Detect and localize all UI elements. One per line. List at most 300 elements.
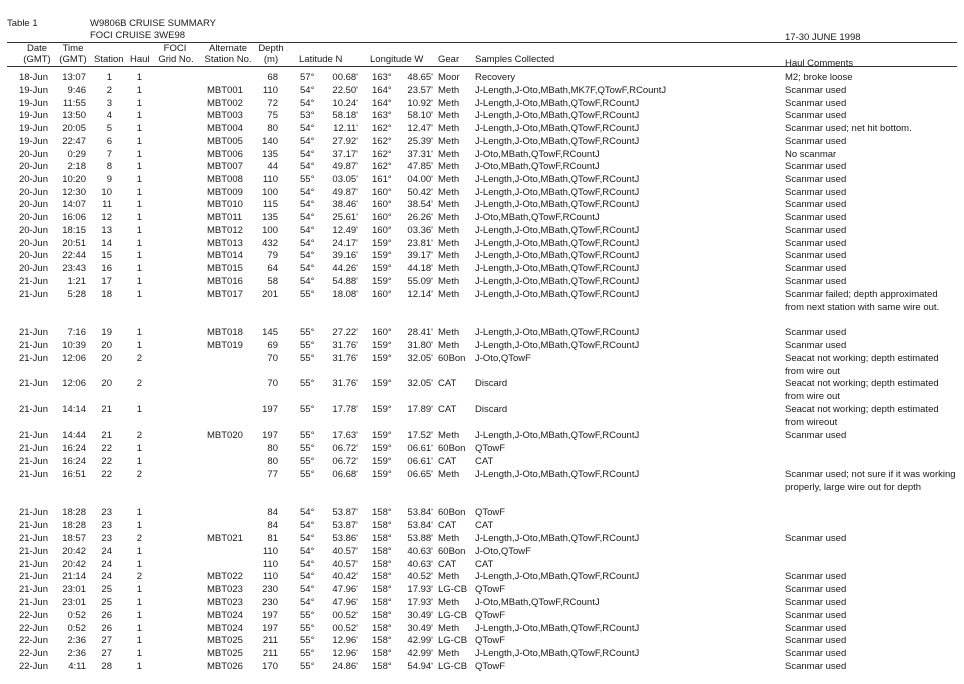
cell-depth: 44 xyxy=(267,161,278,172)
cell-depth: 211 xyxy=(262,648,278,659)
cell-samples: J-Length,J-Oto,MBath,QTowF,RCountJ xyxy=(475,289,640,300)
cell-lat-deg: 54° xyxy=(300,520,315,531)
cell-lon-min: 40.63' xyxy=(407,559,433,570)
cell-depth: 230 xyxy=(262,597,278,608)
table-row xyxy=(0,378,964,402)
cell-depth: 197 xyxy=(262,404,278,415)
cell-date: 20-Jun xyxy=(18,199,48,210)
cell-lat-deg: 57° xyxy=(300,72,315,83)
cell-lon-deg: 158° xyxy=(372,533,392,544)
cell-lat-deg: 54° xyxy=(300,597,315,608)
cell-haul: 1 xyxy=(136,199,142,210)
cell-date: 20-Jun xyxy=(18,161,48,172)
cell-depth: 140 xyxy=(262,136,278,147)
cell-comment: Scanmar used xyxy=(785,136,847,147)
cell-lon-min: 17.93' xyxy=(407,597,433,608)
cell-alt: MBT023 xyxy=(207,597,243,608)
table-row xyxy=(0,149,964,161)
cell-depth: 80 xyxy=(267,443,278,454)
cell-depth: 115 xyxy=(262,199,278,210)
cell-haul: 2 xyxy=(136,533,142,544)
cell-alt: MBT012 xyxy=(207,225,243,236)
cell-date: 20-Jun xyxy=(18,174,48,185)
cell-station: 2 xyxy=(106,85,112,96)
cell-lon-min: 06.61' xyxy=(407,443,433,454)
cell-lat-deg: 54° xyxy=(300,187,315,198)
cell-haul: 1 xyxy=(136,72,142,83)
cell-alt: MBT010 xyxy=(207,199,243,210)
cell-depth: 84 xyxy=(267,507,278,518)
table-row xyxy=(0,199,964,211)
cell-station: 20 xyxy=(101,353,112,364)
cell-time: 18:15 xyxy=(62,225,86,236)
cell-comment: Scanmar used xyxy=(785,85,847,96)
cell-gear: Meth xyxy=(438,161,460,172)
cell-lon-deg: 158° xyxy=(372,520,392,531)
cell-lon-min: 38.54' xyxy=(407,199,433,210)
cell-date: 21-Jun xyxy=(18,597,48,608)
cell-date: 21-Jun xyxy=(18,404,48,415)
table-row xyxy=(0,98,964,110)
table-row xyxy=(0,546,964,558)
cell-samples: QTowF xyxy=(475,584,506,595)
cell-date: 21-Jun xyxy=(18,571,48,582)
cell-date: 21-Jun xyxy=(18,533,48,544)
col-depth-unit: (m) xyxy=(263,54,279,65)
col-longitude: Longitude W xyxy=(370,54,424,65)
cell-comment: Scanmar used xyxy=(785,648,847,659)
cell-gear: CAT xyxy=(438,404,457,415)
cell-lat-min: 40.57' xyxy=(332,546,358,557)
cell-lat-min: 49.87' xyxy=(332,161,358,172)
cell-time: 2:36 xyxy=(67,648,86,659)
cell-time: 20:51 xyxy=(62,238,86,249)
cell-samples: QTowF xyxy=(475,610,506,621)
cell-station: 22 xyxy=(101,443,112,454)
cell-haul: 1 xyxy=(136,110,142,121)
cell-lat-min: 31.76' xyxy=(332,378,358,389)
cell-samples: J-Length,J-Oto,MBath,QTowF,RCountJ xyxy=(475,276,640,287)
cell-date: 21-Jun xyxy=(18,327,48,338)
cell-station: 3 xyxy=(106,98,112,109)
cell-time: 20:42 xyxy=(62,546,86,557)
cell-lon-min: 32.05' xyxy=(407,353,433,364)
col-foci-grid: Grid No. xyxy=(158,54,194,65)
cell-samples: J-Length,J-Oto,MBath,QTowF,RCountJ xyxy=(475,136,640,147)
cell-gear: Meth xyxy=(438,199,460,210)
table-row xyxy=(0,187,964,199)
cell-depth: 80 xyxy=(267,456,278,467)
cell-station: 11 xyxy=(102,199,112,210)
cell-lon-deg: 162° xyxy=(372,161,392,172)
cell-lon-min: 23.81' xyxy=(407,238,433,249)
cell-lon-deg: 164° xyxy=(372,98,392,109)
cell-lon-min: 26.26' xyxy=(407,212,433,223)
cell-date: 19-Jun xyxy=(18,98,48,109)
cell-depth: 100 xyxy=(262,225,278,236)
cell-alt: MBT003 xyxy=(207,110,243,121)
cell-station: 25 xyxy=(101,597,112,608)
cell-lon-deg: 158° xyxy=(372,546,392,557)
cell-time: 14:07 xyxy=(62,199,86,210)
cell-gear: Meth xyxy=(438,597,460,608)
cell-time: 5:28 xyxy=(67,289,86,300)
cell-haul: 2 xyxy=(136,378,142,389)
cell-haul: 2 xyxy=(136,353,142,364)
cell-haul: 1 xyxy=(136,584,142,595)
cell-lat-deg: 54° xyxy=(300,123,315,134)
cell-time: 14:44 xyxy=(62,430,86,441)
cell-lat-min: 12.96' xyxy=(332,635,358,646)
cell-lat-min: 40.57' xyxy=(332,559,358,570)
cell-lat-deg: 55° xyxy=(300,289,315,300)
table-row xyxy=(0,110,964,122)
cell-samples: QTowF xyxy=(475,635,506,646)
cell-gear: Meth xyxy=(438,98,460,109)
cell-time: 12:06 xyxy=(62,378,86,389)
cell-depth: 72 xyxy=(267,98,278,109)
cell-lat-min: 53.87' xyxy=(332,507,358,518)
cell-haul: 2 xyxy=(136,469,142,480)
cell-time: 9:46 xyxy=(67,85,86,96)
cell-gear: Meth xyxy=(438,123,460,134)
document-title: W9806B CRUISE SUMMARY xyxy=(90,18,216,29)
cell-date: 20-Jun xyxy=(18,225,48,236)
cell-samples: QTowF xyxy=(475,661,506,672)
cell-haul: 1 xyxy=(136,85,142,96)
cell-gear: Meth xyxy=(438,149,460,160)
cell-gear: 60Bon xyxy=(438,507,466,518)
cell-gear: CAT xyxy=(438,520,457,531)
cell-gear: Meth xyxy=(438,110,460,121)
cell-depth: 135 xyxy=(262,212,278,223)
cell-lat-min: 10.24' xyxy=(332,98,358,109)
cell-alt: MBT024 xyxy=(207,610,243,621)
cell-alt: MBT016 xyxy=(207,276,243,287)
col-time-unit: (GMT) xyxy=(59,54,87,65)
table-row xyxy=(0,507,964,519)
cell-lat-min: 00.52' xyxy=(332,623,358,634)
cell-date: 21-Jun xyxy=(18,378,48,389)
table-row xyxy=(0,443,964,455)
cell-lon-min: 06.65' xyxy=(407,469,433,480)
cell-date: 21-Jun xyxy=(18,507,48,518)
cell-lon-deg: 160° xyxy=(372,327,392,338)
cell-depth: 230 xyxy=(262,584,278,595)
cell-haul: 1 xyxy=(136,174,142,185)
cell-haul: 1 xyxy=(136,404,142,415)
cell-gear: LG-CB xyxy=(438,635,468,646)
cell-lon-min: 03.36' xyxy=(407,225,433,236)
cell-comment: Scanmar used xyxy=(785,161,847,172)
cell-haul: 2 xyxy=(136,571,142,582)
cell-lon-deg: 159° xyxy=(372,250,392,261)
cell-lon-min: 42.99' xyxy=(407,635,433,646)
table-row xyxy=(0,174,964,186)
cell-comment: Scanmar used xyxy=(785,597,847,608)
cell-lat-min: 06.72' xyxy=(332,456,358,467)
cell-comment: M2; broke loose xyxy=(785,72,853,83)
cell-lon-deg: 159° xyxy=(372,430,392,441)
cell-haul: 1 xyxy=(136,648,142,659)
table-row xyxy=(0,404,964,428)
cell-gear: Meth xyxy=(438,212,460,223)
cell-alt: MBT021 xyxy=(207,533,243,544)
cell-date: 21-Jun xyxy=(18,469,48,480)
cell-gear: Meth xyxy=(438,85,460,96)
cell-date: 21-Jun xyxy=(18,559,48,570)
cell-haul: 1 xyxy=(136,327,142,338)
cell-time: 23:43 xyxy=(62,263,86,274)
cell-date: 22-Jun xyxy=(18,635,48,646)
cell-gear: LG-CB xyxy=(438,610,468,621)
cell-station: 25 xyxy=(101,584,112,595)
cell-time: 23:01 xyxy=(62,584,86,595)
cell-samples: Discard xyxy=(475,404,508,415)
cell-depth: 170 xyxy=(262,661,278,672)
cell-lon-min: 48.65' xyxy=(407,72,433,83)
cell-samples: QTowF xyxy=(475,443,506,454)
cell-comment: Scanmar used xyxy=(785,340,847,351)
cell-time: 22:47 xyxy=(62,136,86,147)
cell-gear: 60Bon xyxy=(438,546,466,557)
cell-comment: Scanmar used xyxy=(785,225,847,236)
cell-comment: Scanmar used xyxy=(785,187,847,198)
col-foci: FOCI xyxy=(163,43,187,54)
table-row xyxy=(0,289,964,313)
table-row xyxy=(0,520,964,532)
cell-time: 14:14 xyxy=(62,404,86,415)
cell-lat-min: 47.96' xyxy=(332,584,358,595)
cell-comment: Scanmar used xyxy=(785,635,847,646)
cell-gear: CAT xyxy=(438,559,457,570)
cell-samples: J-Length,J-Oto,MBath,QTowF,RCountJ xyxy=(475,98,640,109)
cell-samples: J-Length,J-Oto,MBath,QTowF,RCountJ xyxy=(475,623,640,634)
cell-lat-deg: 54° xyxy=(300,85,315,96)
cell-depth: 110 xyxy=(262,571,278,582)
cell-samples: J-Length,J-Oto,MBath,QTowF,RCountJ xyxy=(475,263,640,274)
cell-gear: Moor xyxy=(438,72,460,83)
cell-lon-deg: 163° xyxy=(372,110,392,121)
cell-lat-min: 58.18' xyxy=(332,110,358,121)
cell-date: 22-Jun xyxy=(18,623,48,634)
cell-date: 22-Jun xyxy=(18,610,48,621)
cell-samples: J-Length,J-Oto,MBath,QTowF,RCountJ xyxy=(475,250,640,261)
col-haul: Haul xyxy=(130,54,150,65)
cell-lat-deg: 55° xyxy=(300,174,315,185)
cell-lat-min: 22.50' xyxy=(332,85,358,96)
cell-time: 13:50 xyxy=(62,110,86,121)
cell-depth: 110 xyxy=(262,546,278,557)
cell-samples: J-Oto,MBath,QTowF,RCountJ xyxy=(475,161,600,172)
table-row xyxy=(0,85,964,97)
cell-haul: 1 xyxy=(136,238,142,249)
cell-comment: Scanmar used; not sure if it was working properly, large wire out for depth xyxy=(785,469,956,493)
cell-lon-min: 39.17' xyxy=(407,250,433,261)
cell-samples: J-Length,J-Oto,MBath,QTowF,RCountJ xyxy=(475,533,640,544)
cell-comment: Scanmar used xyxy=(785,263,847,274)
cell-alt: MBT008 xyxy=(207,174,243,185)
cell-gear: Meth xyxy=(438,533,460,544)
cell-lat-min: 03.05' xyxy=(332,174,358,185)
cell-samples: J-Length,J-Oto,MBath,QTowF,RCountJ xyxy=(475,238,640,249)
cell-lon-min: 58.10' xyxy=(407,110,433,121)
cell-time: 16:51 xyxy=(62,469,86,480)
cell-samples: J-Oto,QTowF xyxy=(475,546,531,557)
table-row xyxy=(0,533,964,545)
cell-lat-deg: 55° xyxy=(300,327,315,338)
cell-lon-deg: 164° xyxy=(372,85,392,96)
cell-haul: 1 xyxy=(136,443,142,454)
cell-gear: Meth xyxy=(438,623,460,634)
cell-lat-min: 06.72' xyxy=(332,443,358,454)
cell-alt: MBT026 xyxy=(207,661,243,672)
table-row xyxy=(0,136,964,148)
cell-samples: J-Length,J-Oto,MBath,QTowF,RCountJ xyxy=(475,225,640,236)
cell-haul: 1 xyxy=(136,250,142,261)
cell-station: 20 xyxy=(101,340,112,351)
cell-depth: 84 xyxy=(267,520,278,531)
cell-time: 1:21 xyxy=(67,276,86,287)
cell-station: 22 xyxy=(101,469,112,480)
cell-alt: MBT009 xyxy=(207,187,243,198)
cell-time: 4:11 xyxy=(68,661,86,672)
table-row xyxy=(0,225,964,237)
cell-time: 0:52 xyxy=(67,610,86,621)
cell-lat-deg: 54° xyxy=(300,507,315,518)
cell-haul: 1 xyxy=(136,520,142,531)
cell-station: 10 xyxy=(101,187,112,198)
cell-date: 20-Jun xyxy=(18,263,48,274)
cell-lat-deg: 54° xyxy=(300,559,315,570)
cell-haul: 1 xyxy=(136,456,142,467)
cell-lon-deg: 159° xyxy=(372,378,392,389)
cell-station: 14 xyxy=(101,238,112,249)
cell-haul: 1 xyxy=(136,98,142,109)
cell-lat-min: 17.78' xyxy=(332,404,358,415)
cell-station: 15 xyxy=(101,250,112,261)
cell-haul: 1 xyxy=(136,212,142,223)
cell-time: 7:16 xyxy=(67,327,86,338)
cell-lon-deg: 158° xyxy=(372,623,392,634)
cell-depth: 58 xyxy=(267,276,278,287)
cell-haul: 1 xyxy=(136,276,142,287)
cell-date: 21-Jun xyxy=(18,276,48,287)
col-gear: Gear xyxy=(438,54,460,65)
cell-lat-deg: 55° xyxy=(300,430,315,441)
cell-lat-deg: 55° xyxy=(300,610,315,621)
col-station: Station xyxy=(94,54,124,65)
cell-samples: J-Oto,MBath,QTowF,RCountJ xyxy=(475,597,600,608)
cell-lon-min: 10.92' xyxy=(407,98,433,109)
table-row xyxy=(0,238,964,250)
col-comments: Haul Comments xyxy=(785,58,854,69)
cell-station: 6 xyxy=(106,136,112,147)
cell-lat-min: 53.86' xyxy=(332,533,358,544)
cell-time: 16:06 xyxy=(62,212,86,223)
cell-date: 19-Jun xyxy=(18,110,48,121)
cell-lat-deg: 54° xyxy=(300,199,315,210)
cell-gear: Meth xyxy=(438,136,460,147)
cell-lat-min: 25.61' xyxy=(332,212,358,223)
cell-haul: 1 xyxy=(136,136,142,147)
cell-lat-min: 27.92' xyxy=(332,136,358,147)
cell-lon-deg: 160° xyxy=(372,289,392,300)
cell-alt: MBT007 xyxy=(207,161,243,172)
cell-station: 23 xyxy=(101,520,112,531)
cell-lon-min: 31.80' xyxy=(407,340,433,351)
cell-alt: MBT011 xyxy=(207,212,243,223)
cell-gear: Meth xyxy=(438,340,460,351)
cell-gear: 60Bon xyxy=(438,443,466,454)
date-range: 17-30 JUNE 1998 xyxy=(785,32,861,43)
cell-comment: Scanmar used xyxy=(785,212,847,223)
cell-lon-deg: 159° xyxy=(372,353,392,364)
cell-station: 4 xyxy=(106,110,112,121)
cell-lon-min: 53.88' xyxy=(407,533,433,544)
cell-lat-min: 31.76' xyxy=(332,340,358,351)
cell-station: 26 xyxy=(101,623,112,634)
cell-samples: Discard xyxy=(475,378,508,389)
cell-lat-deg: 55° xyxy=(300,648,315,659)
cell-lon-deg: 160° xyxy=(372,199,392,210)
cell-lat-deg: 54° xyxy=(300,546,315,557)
cell-gear: CAT xyxy=(438,378,457,389)
cell-lat-deg: 54° xyxy=(300,250,315,261)
cell-depth: 145 xyxy=(262,327,278,338)
cell-samples: Recovery xyxy=(475,72,516,83)
cell-alt: MBT020 xyxy=(207,430,243,441)
table-row xyxy=(0,340,964,352)
cell-haul: 2 xyxy=(136,430,142,441)
cell-lon-deg: 158° xyxy=(372,597,392,608)
table-row xyxy=(0,327,964,339)
table-row xyxy=(0,623,964,635)
cell-gear: Meth xyxy=(438,327,460,338)
cell-station: 21 xyxy=(101,430,112,441)
cell-samples: J-Length,J-Oto,MBath,QTowF,RCountJ xyxy=(475,123,640,134)
table-row xyxy=(0,123,964,135)
cell-depth: 69 xyxy=(267,340,278,351)
cell-time: 21:14 xyxy=(62,571,86,582)
cell-depth: 197 xyxy=(262,610,278,621)
col-time: Time xyxy=(62,43,84,54)
cell-station: 1 xyxy=(106,72,112,83)
cell-comment: Scanmar used xyxy=(785,98,847,109)
cell-lat-min: 27.22' xyxy=(332,327,358,338)
cell-station: 20 xyxy=(101,378,112,389)
cell-station: 28 xyxy=(101,661,112,672)
cell-time: 0:29 xyxy=(67,149,86,160)
cell-lat-deg: 54° xyxy=(300,238,315,249)
cell-station: 26 xyxy=(101,610,112,621)
cell-lat-deg: 55° xyxy=(300,340,315,351)
cell-time: 12:06 xyxy=(62,353,86,364)
cell-lon-deg: 159° xyxy=(372,340,392,351)
col-date: Date xyxy=(26,43,48,54)
cell-lat-min: 39.16' xyxy=(332,250,358,261)
cell-lat-min: 18.08' xyxy=(332,289,358,300)
cell-alt: MBT001 xyxy=(207,85,243,96)
cell-haul: 1 xyxy=(136,263,142,274)
cell-alt: MBT004 xyxy=(207,123,243,134)
cell-comment: Scanmar used xyxy=(785,199,847,210)
cell-lon-deg: 158° xyxy=(372,610,392,621)
table-row xyxy=(0,276,964,288)
cell-depth: 197 xyxy=(262,623,278,634)
cell-lon-min: 53.84' xyxy=(407,507,433,518)
cell-haul: 1 xyxy=(136,623,142,634)
